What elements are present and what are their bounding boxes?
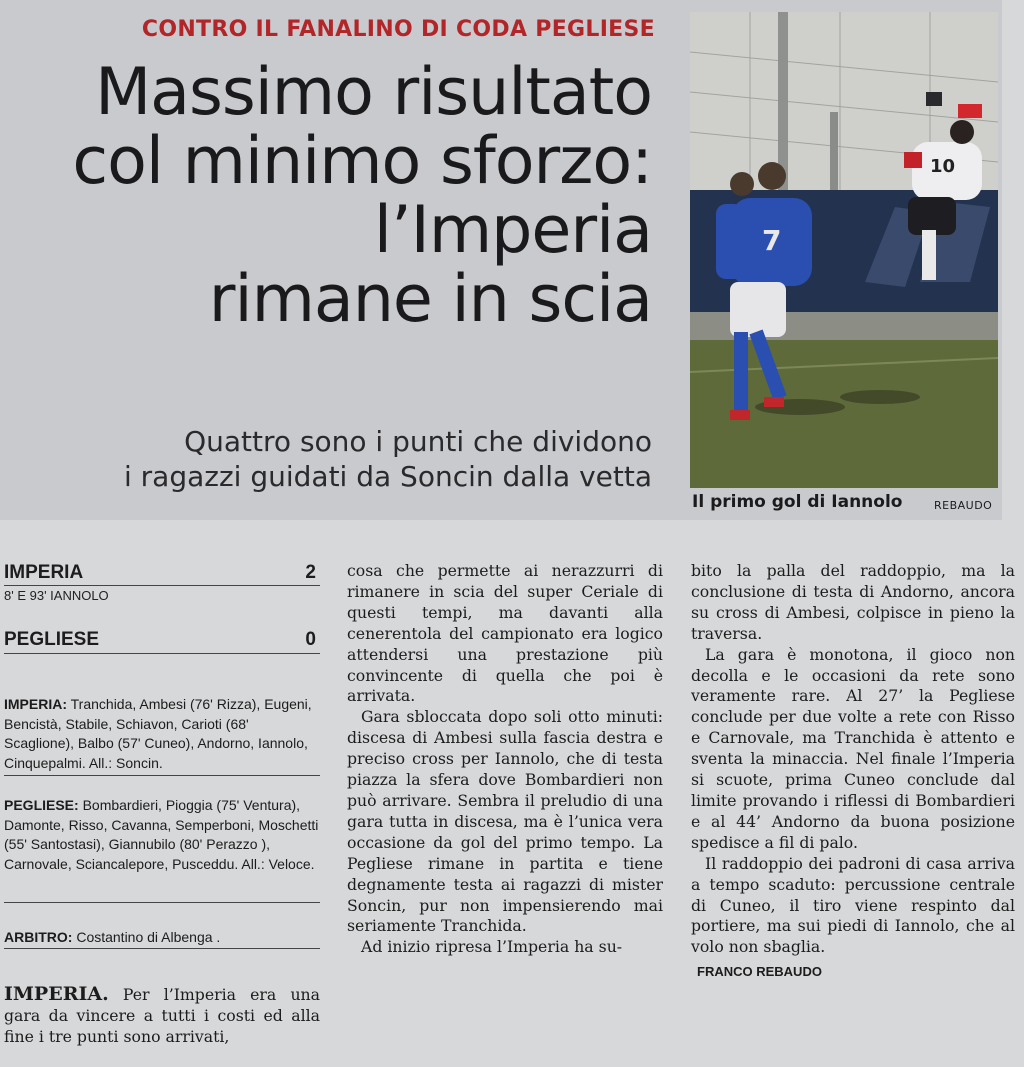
photo-credit: REBAUDO [934, 499, 993, 512]
divider [4, 902, 320, 903]
article-column-1 [4, 984, 320, 1048]
article-column-2 [347, 561, 663, 958]
referee [4, 928, 322, 948]
author-signature: FRANCO REBAUDO [697, 964, 822, 980]
headline-line: l’Imperia [373, 193, 652, 268]
divider [4, 775, 320, 776]
divider [4, 948, 320, 949]
team-goals: 2 [305, 562, 316, 583]
svg-text:10: 10 [930, 156, 956, 177]
lineup-label: IMPERIA: [4, 696, 67, 712]
article-paragraph: bito la palla del raddoppio, ma la conclusione di testa di Andorno, ancora su cross di Ambesi, colpisce in pieno la traversa. [691, 561, 1015, 643]
article-paragraph: cosa che permette ai nerazzurri di rimanere in scia del super Ceriale di questi tempi, ma davanti alla cenerentola del campionato era logico attendersi una prestazione più convincente di quella che poi è arrivata. [347, 561, 663, 706]
subheadline [30, 424, 652, 494]
football-players-image [690, 12, 998, 488]
headline [30, 55, 652, 337]
team-goals: 0 [305, 629, 316, 650]
team-name: PEGLIESE [4, 629, 100, 650]
lineup-label: PEGLIESE: [4, 797, 79, 813]
match-photo [690, 12, 998, 488]
referee-name: Costantino di Albenga . [72, 929, 221, 945]
scorers: 8' E 93' IANNOLO [4, 588, 109, 603]
lineup-imperia [4, 695, 322, 773]
lineup-text: Tranchida, Ambesi (76' Rizza), Eugeni, Bencistà, Stabile, Schiavon, Carioti (68' Scaglione), Balbo (57' Cuneo), Andorno, Iannolo, Cinquepalmi. All.: Soncin. [4, 696, 312, 771]
article-column-3 [691, 561, 1015, 983]
article-text: Per l’Imperia era una gara da vincere a tutti i costi ed alla fine i tre punti sono arrivati, [4, 985, 320, 1046]
article-paragraph: Gara sbloccata dopo soli otto minuti: discesa di Ambesi sulla fascia destra e preciso cross per Iannolo, che di testa piazza la sfera dove Bombardieri non può arrivare. Sembra il preludio di una gara tutta in discesa, ma è l’unica vera occasione da gol del primo tempo. La Pegliese rimane in partita e tiene degnamente testa ai ragazzi di mister Soncin, pur non impensierendo mai seriamente Tranchida. [347, 707, 663, 936]
team-name: IMPERIA [4, 562, 84, 583]
headline-line: Massimo risultato [95, 55, 652, 130]
referee-label: ARBITRO: [4, 929, 73, 945]
svg-text:7: 7 [762, 224, 782, 257]
subhead-line: i ragazzi guidati da Soncin dalla vetta [123, 460, 652, 493]
divider [4, 653, 320, 654]
photo-caption: Il primo gol di Iannolo [692, 492, 903, 512]
kicker: CONTRO IL FANALINO DI CODA PEGLIESE [141, 17, 655, 42]
article-paragraph: Ad inizio ripresa l’Imperia ha su- [361, 937, 623, 957]
article-paragraph: Il raddoppio dei padroni di casa arriva a tempo scaduto: percussione centrale di Cuneo, il tiro viene respinto dal portiere, ma sui piedi di Iannolo, che al volo non sbaglia. [691, 853, 1015, 957]
divider [4, 585, 320, 586]
subhead-line: Quattro sono i punti che dividono [184, 425, 652, 458]
headline-line: rimane in scia [208, 262, 652, 337]
headline-line: col minimo sforzo: [72, 124, 652, 199]
lineup-text: Bombardieri, Pioggia (75' Ventura), Damonte, Risso, Cavanna, Semperboni, Moschetti (55' Santostasi), Giannubilo (80' Perazzo ), Carnovale, Sciancalepore, Pusceddu. All.: Veloce. [4, 797, 319, 872]
article-paragraph: La gara è monotona, il gioco non decolla e le occasioni da rete sono veramente rare. Al 27’ la Pegliese conclude per due volte a rete con Risso e Carnovale, ma Tranchida è attento e sventa la minaccia. Nel finale l’Imperia si scuote, prima Cuneo conclude dal limite provando i riflessi di Bombardieri e al 44’ Andorno da buona posizione spedisce a fil di palo. [691, 644, 1015, 852]
article-lead: IMPERIA. [4, 983, 109, 1005]
lineup-pegliese [4, 796, 322, 874]
